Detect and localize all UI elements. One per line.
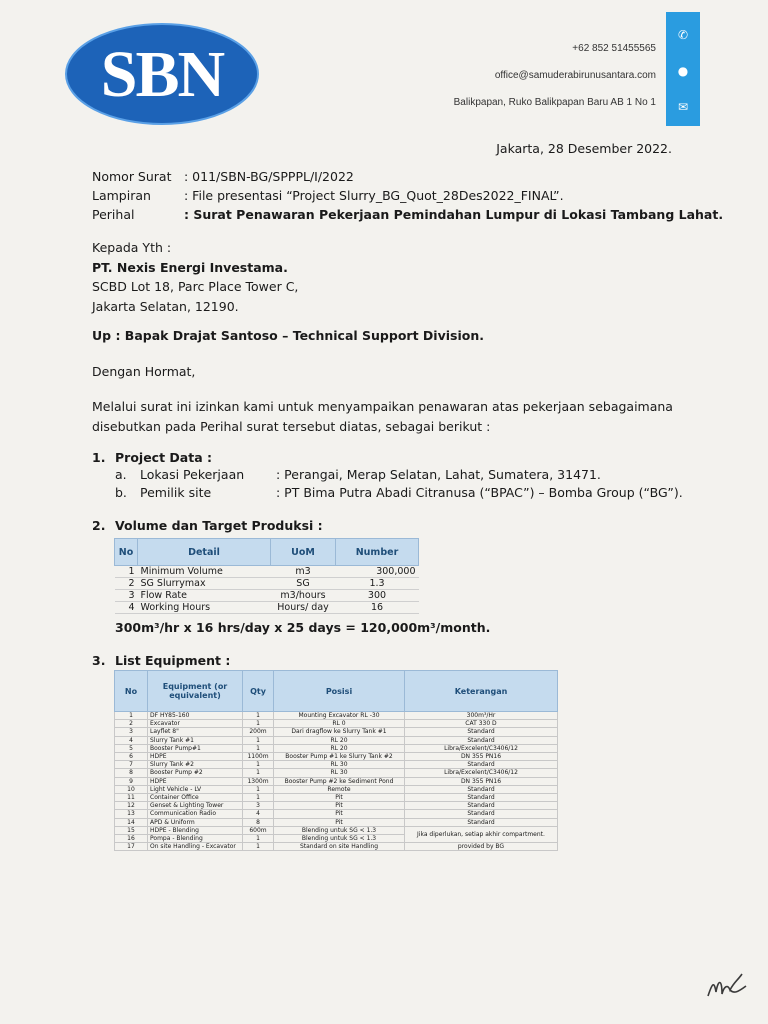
table-row — [115, 578, 419, 590]
table-cell: RL 30 — [274, 761, 405, 769]
table-cell: 1 — [243, 736, 274, 744]
section-volume-title — [92, 518, 323, 533]
recipient-address-2: Jakarta Selatan, 12190. — [92, 298, 239, 314]
table-cell: Jika diperlukan, setiap akhir compartment. — [405, 826, 558, 842]
meta-label: Perihal — [92, 207, 135, 222]
table-cell: Genset & Lighting Tower — [148, 802, 243, 810]
table-cell: 1 — [115, 566, 138, 578]
meta-label: Nomor Surat — [92, 169, 172, 184]
section-number: 2. — [92, 518, 106, 533]
table-cell: Mounting Excavator RL -30 — [274, 712, 405, 720]
table-cell: 3 — [115, 728, 148, 736]
equipment-table — [114, 670, 558, 851]
table-row — [115, 744, 558, 752]
table-cell: Container Office — [148, 794, 243, 802]
table-cell: 16 — [115, 835, 148, 843]
table-cell: Communication Radio — [148, 810, 243, 818]
table-cell: Working Hours — [138, 602, 271, 614]
meta-row-perihal — [92, 205, 723, 224]
table-cell: 17 — [115, 843, 148, 851]
table-cell: 1 — [243, 712, 274, 720]
table-cell: SG Slurrymax — [138, 578, 271, 590]
table-cell: 13 — [115, 810, 148, 818]
table-cell: 5 — [115, 744, 148, 752]
table-cell: Standard — [405, 785, 558, 793]
table-cell: 1 — [243, 744, 274, 752]
section-project-data-title — [92, 450, 212, 465]
table-cell: Standard — [405, 761, 558, 769]
meta-row-nomor — [92, 167, 723, 186]
table-cell: Blending untuk SG < 1.3 — [274, 826, 405, 834]
table-cell: RL 0 — [274, 720, 405, 728]
table-cell: CAT 330 D — [405, 720, 558, 728]
table-cell: 1 — [243, 794, 274, 802]
attention-line: Up : Bapak Drajat Santoso – Technical Support Division. — [92, 328, 484, 343]
table-row — [115, 761, 558, 769]
meta-row-lampiran — [92, 186, 723, 205]
table-cell: 3 — [243, 802, 274, 810]
table-cell: 6 — [115, 753, 148, 761]
item-letter: a. — [115, 467, 127, 482]
table-row — [115, 736, 558, 744]
table-cell: Standard — [405, 818, 558, 826]
table-cell: provided by BG — [405, 843, 558, 851]
table-cell: Slurry Tank #2 — [148, 761, 243, 769]
letter-meta — [92, 167, 723, 224]
table-cell: 1 — [243, 835, 274, 843]
table-row — [115, 802, 558, 810]
section-title: List Equipment : — [115, 653, 231, 668]
phone-text: +62 852 51455565 — [572, 43, 656, 54]
table-cell: Flow Rate — [138, 590, 271, 602]
table-cell: 1 — [243, 843, 274, 851]
table-cell: Standard — [405, 794, 558, 802]
table-cell: 2 — [115, 720, 148, 728]
table-cell: Booster Pump#1 — [148, 744, 243, 752]
table-cell: 200m — [243, 728, 274, 736]
table-cell: 1 — [243, 720, 274, 728]
table-cell: 8 — [115, 769, 148, 777]
recipient-company: PT. Nexis Energi Investama. — [92, 259, 288, 275]
table-cell: HDPE — [148, 777, 243, 785]
table-cell: Standard — [405, 736, 558, 744]
table-header-row — [115, 539, 419, 566]
table-cell: Pompa - Blending — [148, 835, 243, 843]
table-cell: Libra/Excelent/C3406/12 — [405, 744, 558, 752]
letter-date: Jakarta, 28 Desember 2022. — [496, 141, 672, 156]
table-cell: 1 — [115, 712, 148, 720]
table-header: Detail — [138, 539, 271, 566]
meta-value: : 011/SBN-BG/SPPPL/I/2022 — [184, 169, 354, 184]
table-header: Keterangan — [405, 671, 558, 712]
table-row — [115, 712, 558, 720]
table-cell: RL 20 — [274, 736, 405, 744]
table-cell: SG — [271, 578, 336, 590]
table-cell: 1 — [243, 769, 274, 777]
table-cell: 12 — [115, 802, 148, 810]
table-cell: 7 — [115, 761, 148, 769]
table-cell: 4 — [115, 736, 148, 744]
recipient-block — [92, 238, 298, 316]
table-cell: Pit — [274, 794, 405, 802]
table-cell: Dari dragflow ke Slurry Tank #1 — [274, 728, 405, 736]
location-icon: ● — [677, 63, 689, 78]
table-row — [115, 566, 419, 578]
table-cell: 1100m — [243, 753, 274, 761]
item-value: : PT Bima Putra Abadi Citranusa (“BPAC”) – Bomba Group (“BG”). — [276, 485, 683, 500]
section-title: Volume dan Target Produksi : — [115, 518, 323, 533]
table-cell: Standard — [405, 728, 558, 736]
table-cell: m3 — [271, 566, 336, 578]
email-text: office@samuderabirunusantara.com — [494, 70, 656, 81]
table-cell: 8 — [243, 818, 274, 826]
table-row — [115, 720, 558, 728]
table-header: UoM — [271, 539, 336, 566]
mail-icon: ✉ — [677, 99, 689, 114]
signature-mark — [704, 966, 750, 1006]
address-text: Balikpapan, Ruko Balikpapan Baru AB 1 No 1 — [453, 97, 656, 108]
table-cell: Minimum Volume — [138, 566, 271, 578]
table-cell: 300 — [336, 590, 419, 602]
table-cell: 1 — [243, 785, 274, 793]
table-cell: Remote — [274, 785, 405, 793]
item-value: : Perangai, Merap Selatan, Lahat, Sumatera, 31471. — [276, 467, 601, 482]
table-cell: 4 — [115, 602, 138, 614]
recipient-salutation: Kepada Yth : — [92, 240, 172, 255]
table-cell: 1 — [243, 761, 274, 769]
table-cell: On site Handling - Excavator — [148, 843, 243, 851]
table-cell: Booster Pump #2 — [148, 769, 243, 777]
table-cell: HDPE - Blending — [148, 826, 243, 834]
table-cell: DN 355 PN16 — [405, 777, 558, 785]
equipment-table-body — [115, 712, 558, 851]
table-header: Posisi — [274, 671, 405, 712]
table-cell: HDPE — [148, 753, 243, 761]
table-cell: 15 — [115, 826, 148, 834]
table-row — [115, 753, 558, 761]
table-cell: DF HY85-160 — [148, 712, 243, 720]
table-header-row — [115, 671, 558, 712]
table-cell: 300,000 — [336, 566, 419, 578]
table-cell: 600m — [243, 826, 274, 834]
item-label: Lokasi Pekerjaan — [140, 467, 245, 482]
table-cell: Blending untuk SG < 1.3 — [274, 835, 405, 843]
table-cell: Standard — [405, 810, 558, 818]
table-cell: 1300m — [243, 777, 274, 785]
table-row — [115, 769, 558, 777]
table-cell: RL 30 — [274, 769, 405, 777]
section-number: 1. — [92, 450, 106, 465]
meta-value: : Surat Penawaran Pekerjaan Pemindahan Lumpur di Lokasi Tambang Lahat. — [184, 207, 724, 222]
greeting: Dengan Hormat, — [92, 364, 196, 379]
table-cell: 300m³/Hr — [405, 712, 558, 720]
table-header: Equipment (or equivalent) — [148, 671, 243, 712]
table-cell: 9 — [115, 777, 148, 785]
table-header: No — [115, 539, 138, 566]
section-title: Project Data : — [115, 450, 212, 465]
meta-label: Lampiran — [92, 188, 151, 203]
project-data-row — [115, 467, 601, 482]
recipient-address-1: SCBD Lot 18, Parc Place Tower C, — [92, 279, 299, 294]
project-data-row — [115, 485, 683, 500]
meta-value: : File presentasi “Project Slurry_BG_Quot_28Des2022_FINAL”. — [184, 188, 564, 203]
intro-paragraph: Melalui surat ini izinkan kami untuk menyampaikan penawaran atas pekerjaan sebagaimana disebutkan pada Perihal surat tersebut diatas, sebagai berikut : — [92, 399, 673, 434]
table-row — [115, 728, 558, 736]
table-cell: 16 — [336, 602, 419, 614]
table-row — [115, 785, 558, 793]
table-cell: Pit — [274, 810, 405, 818]
table-row — [115, 590, 419, 602]
table-cell: 2 — [115, 578, 138, 590]
section-equipment-title — [92, 653, 230, 668]
table-cell: Standard on site Handling — [274, 843, 405, 851]
table-cell: Hours/ day — [271, 602, 336, 614]
volume-table — [114, 538, 419, 614]
table-cell: Pit — [274, 818, 405, 826]
table-row — [115, 777, 558, 785]
table-cell: 11 — [115, 794, 148, 802]
table-row — [115, 843, 558, 851]
table-cell: Excavator — [148, 720, 243, 728]
table-cell: 10 — [115, 785, 148, 793]
table-cell: Booster Pump #1 ke Slurry Tank #2 — [274, 753, 405, 761]
sbn-logo — [64, 22, 260, 126]
table-cell: 1.3 — [336, 578, 419, 590]
table-header: No — [115, 671, 148, 712]
table-cell: RL 20 — [274, 744, 405, 752]
table-row — [115, 810, 558, 818]
svg-text:SBN: SBN — [100, 38, 224, 111]
table-row — [115, 826, 558, 834]
table-cell: m3/hours — [271, 590, 336, 602]
production-summary: 300m³/hr x 16 hrs/day x 25 days = 120,000m³/month. — [115, 620, 491, 635]
table-cell: Light Vehicle - LV — [148, 785, 243, 793]
table-row — [115, 794, 558, 802]
item-letter: b. — [115, 485, 127, 500]
table-cell: 4 — [243, 810, 274, 818]
table-cell: APD & Uniform — [148, 818, 243, 826]
table-cell: Standard — [405, 802, 558, 810]
phone-icon: ✆ — [677, 27, 689, 42]
table-cell: DN 355 PN16 — [405, 753, 558, 761]
table-cell: Booster Pump #2 ke Sediment Pond — [274, 777, 405, 785]
contact-icon-bar — [666, 12, 700, 126]
table-cell: Slurry Tank #1 — [148, 736, 243, 744]
item-label: Pemilik site — [140, 485, 212, 500]
table-cell: Libra/Excelent/C3406/12 — [405, 769, 558, 777]
table-cell: Layflet 8" — [148, 728, 243, 736]
table-row — [115, 818, 558, 826]
table-row — [115, 602, 419, 614]
table-cell: 14 — [115, 818, 148, 826]
table-header: Number — [336, 539, 419, 566]
table-header: Qty — [243, 671, 274, 712]
contact-block — [454, 38, 656, 119]
section-number: 3. — [92, 653, 106, 668]
table-cell: 3 — [115, 590, 138, 602]
table-cell: Pit — [274, 802, 405, 810]
